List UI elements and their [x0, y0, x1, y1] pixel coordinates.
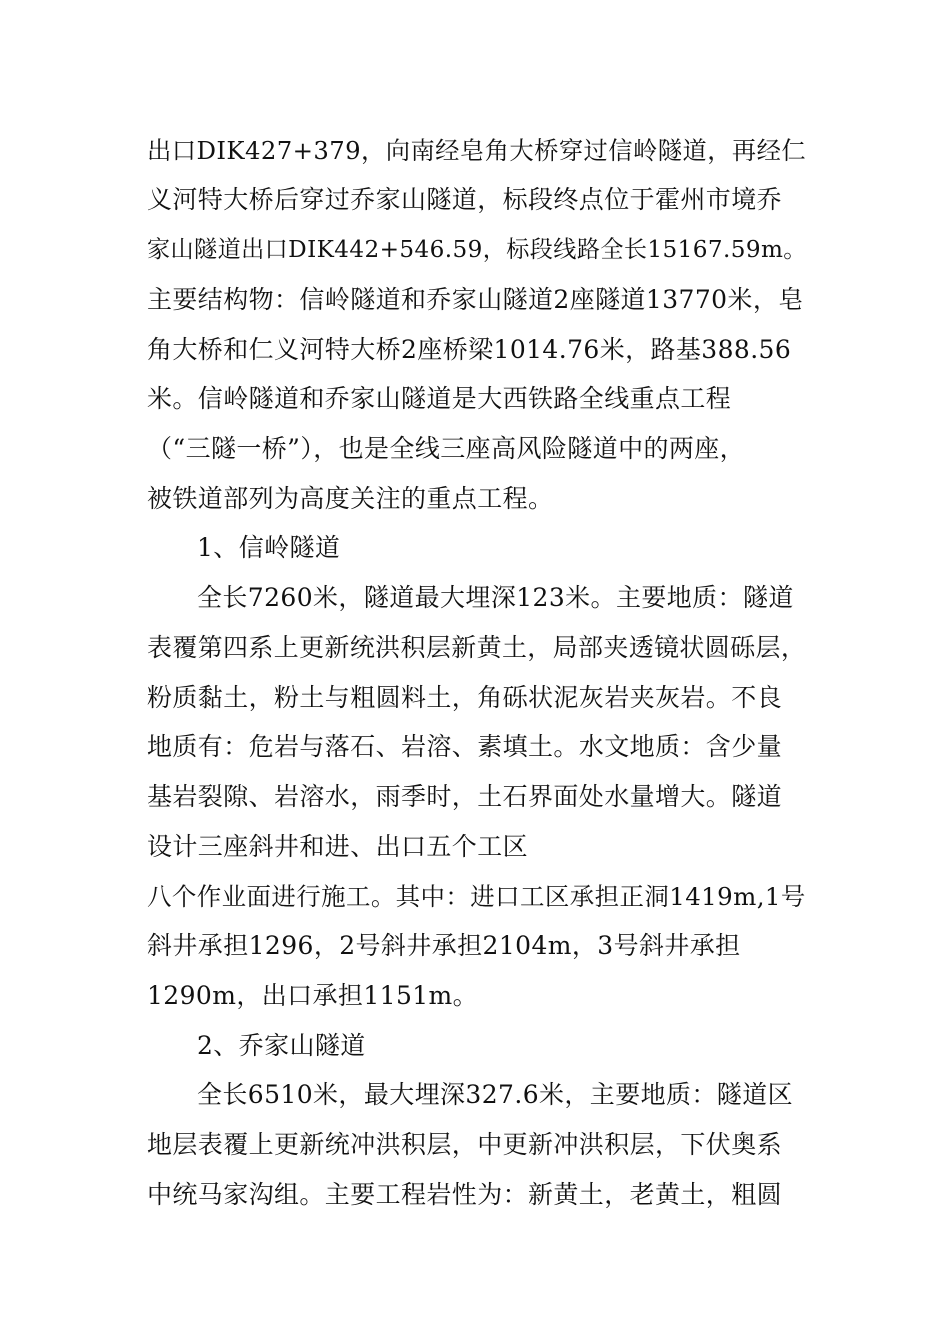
- text-line: 全长6510米，最大埋深327.6米，主要地质：隧道区: [197, 1080, 793, 1109]
- text-line: 地层表覆上更新统冲洪积层，中更新冲洪积层，下伏奥系: [147, 1130, 783, 1159]
- section-heading: 1、信岭隧道: [197, 533, 341, 562]
- text-line: 主要结构物：信岭隧道和乔家山隧道2座隧道13770米，皂: [147, 285, 804, 314]
- text-line: 角大桥和仁义河特大桥2座桥梁1014.76米，路基388.56: [147, 335, 792, 364]
- text-line: （“三隧一桥”），也是全线三座高风险隧道中的两座，: [147, 434, 746, 463]
- text-line: 义河特大桥后穿过乔家山隧道，标段终点位于霍州市境乔: [147, 185, 783, 214]
- text-line: 米。信岭隧道和乔家山隧道是大西铁路全线重点工程: [147, 384, 732, 413]
- text-line: 全长7260米，隧道最大埋深123米。主要地质：隧道: [197, 583, 794, 612]
- text-line: 中统马家沟组。主要工程岩性为：新黄土，老黄土，粗圆: [147, 1180, 783, 1209]
- text-line: 出口DIK427+379，向南经皂角大桥穿过信岭隧道，再经仁: [147, 136, 807, 165]
- section-heading: 2、乔家山隧道: [197, 1031, 366, 1060]
- text-line: 1290m，出口承担1151m。: [147, 981, 479, 1010]
- text-line: 被铁道部列为高度关注的重点工程。: [147, 484, 554, 513]
- text-line: 设计三座斜井和进、出口五个工区: [147, 832, 529, 861]
- text-line: 基岩裂隙、岩溶水，雨季时，土石界面处水量增大。隧道: [147, 782, 783, 811]
- text-line: 表覆第四系上更新统洪积层新黄土，局部夹透镜状圆砾层，: [147, 633, 807, 662]
- text-line: 地质有：危岩与落石、岩溶、素填土。水文地质：含少量: [147, 732, 783, 761]
- text-line: 家山隧道出口DIK442+546.59，标段线路全长15167.59m。: [147, 237, 807, 263]
- text-line: 斜井承担1296，2号斜井承担2104m，3号斜井承担: [147, 931, 741, 960]
- text-line: 八个作业面进行施工。其中：进口工区承担正洞1419m,1号: [147, 882, 806, 911]
- text-line: 粉质黏土，粉土与粗圆料土，角砾状泥灰岩夹灰岩。不良: [147, 683, 783, 712]
